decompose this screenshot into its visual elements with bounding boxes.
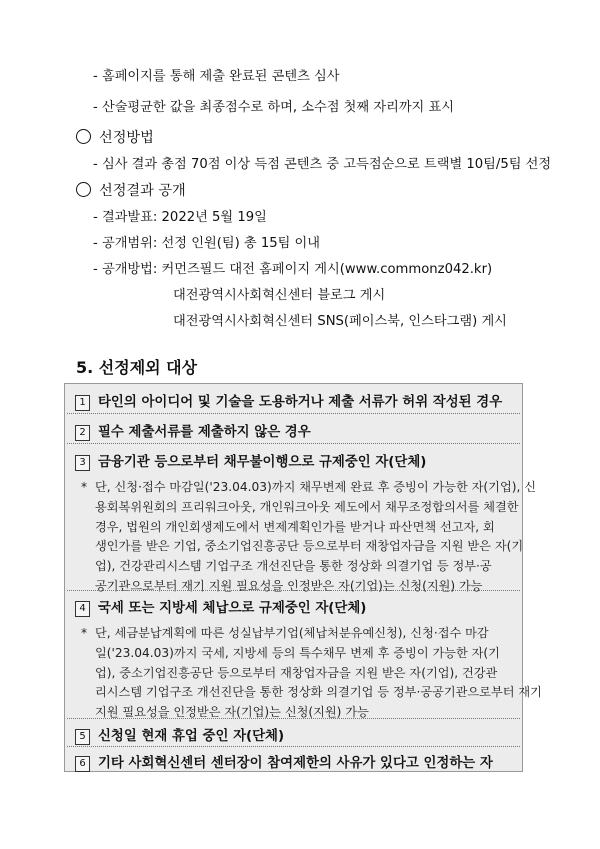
section-5-title: 5. 선정제외 대상 <box>76 358 198 377</box>
announcement-method: - 공개방법: 커먼즈필드 대전 홈페이지 게시(www.commonz042.kr) <box>93 262 493 277</box>
review-line-2: - 산술평균한 값을 최종점수로 하며, 소수점 첫째 자리까지 표시 <box>93 100 454 115</box>
selection-method-line: - 심사 결과 총점 70점 이상 득점 콘텐츠 중 고득점순으로 트랙별 10팀/5팀 선정 <box>93 157 552 172</box>
announcement-heading: 선정결과 공개 <box>76 182 186 200</box>
exclusion-item-5: 5 신청일 현재 휴업 중인 자(단체) <box>75 725 284 745</box>
review-line-1: - 홈페이지를 통해 제출 완료된 콘텐츠 심사 <box>93 69 340 84</box>
exclusion-item-1: 1 타인의 아이디어 및 기술을 도용하거나 제출 서류가 허위 작성된 경우 <box>75 391 502 411</box>
circle-bullet-icon <box>76 182 91 197</box>
selection-method-heading: 선정방법 <box>76 129 154 147</box>
exclusion-item-2: 2 필수 제출서류를 제출하지 않은 경우 <box>75 421 311 441</box>
exclusion-item-4: 4 국세 또는 지방세 체납으로 규제중인 자(단체) <box>75 597 366 617</box>
exclusion-box: 1 타인의 아이디어 및 기술을 도용하거나 제출 서류가 허위 작성된 경우 2 필수 제출서류를 제출하지 않은 경우 3 금융기관 등으로부터 채무불이행으로 규제중인 자(단체) * 단, 신청·접수 마감일('23.04.03)까지 채무변제 완료 후 증빙이 가능한 자(기업), 신 용회복위원회의 프리워크아웃, 개인워크아웃 제도에서 채무조정합의서를 체결한 경우, 법원의 개인회생제도에서 변제계획인가를 받거나 파산면책 선고자, 회 생인가를 받은 기업, 중소기업진흥공단 등으로부터 재창업자금을 지원 받은 자(기 업), 건강관리시스템 기업구조 개선진단을 통한 정상화 의결기업 등 정부·공 공기관으로부터 재기 지원 필요성을 인정받은 자(기업)는 신청(지원) 가능 4 국세 또는 지방세 체납으로 규제중인 자(단체) * 단, 세금분납계획에 따른 성실납부기업(체납처분유예신청), 신청·접수 마감 일('23.04.03)까지 국세, 지방세 등의 특수채무 변제 후 증빙이 가능한 자(기 업), 중소기업진흥공단 등으로부터 재창업자금을 지원 받은 자(기업), 건강관 리시스템 기업구조 개선진단을 통한 정상화 의결기업 등 정부·공공기관으로부터 재기 지원 필요성을 인정받은 자(기업)는 신청(지원) 가능 5 신청일 현재 휴업 중인 자(단체) 6 기타 사회혁신센터 센터장이 참여제한의 사유가 있다고 인정하는 자 <box>64 383 523 772</box>
exclusion-item-6: 6 기타 사회혁신센터 센터장이 참여제한의 사유가 있다고 인정하는 자 <box>75 752 493 772</box>
announcement-method-sns: 대전광역시사회혁신센터 SNS(페이스북, 인스타그램) 게시 <box>173 314 507 329</box>
announcement-date: - 결과발표: 2022년 5월 19일 <box>93 210 267 225</box>
exclusion-item-3: 3 금융기관 등으로부터 채무불이행으로 규제중인 자(단체) <box>75 451 426 471</box>
circle-bullet-icon <box>76 129 91 144</box>
announcement-scope: - 공개범위: 선정 인원(팀) 총 15팀 이내 <box>93 236 321 251</box>
announcement-method-blog: 대전광역시사회혁신센터 블로그 게시 <box>173 288 386 303</box>
